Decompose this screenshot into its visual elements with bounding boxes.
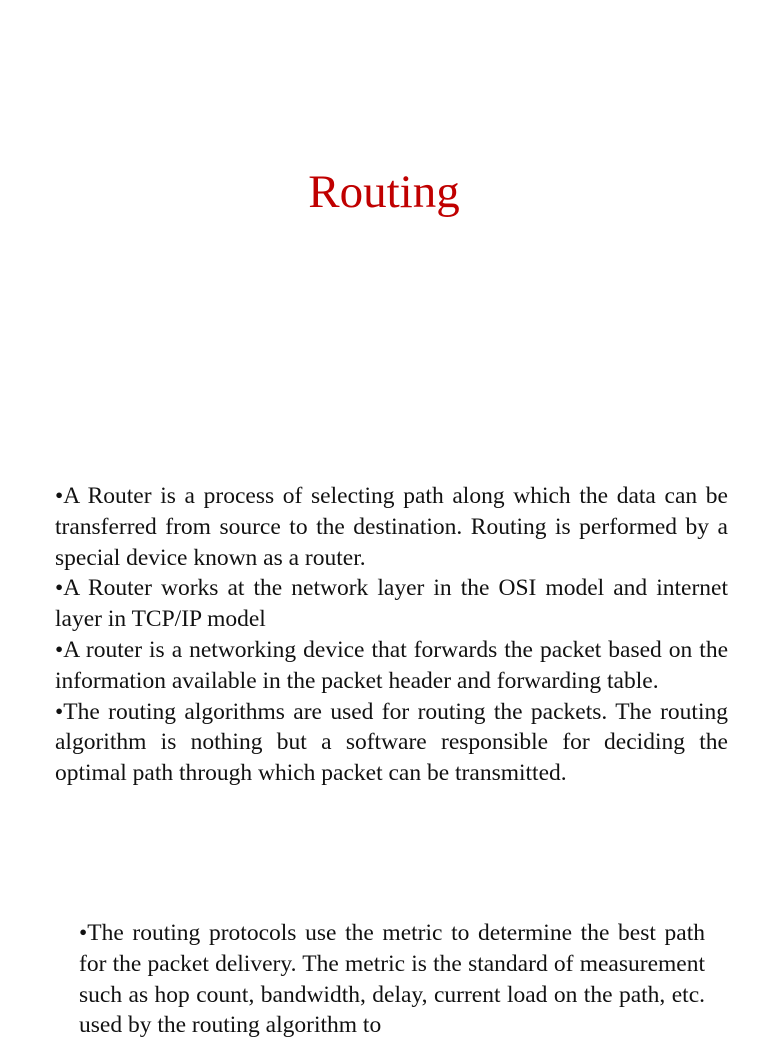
second-slide-text xyxy=(79,918,705,1041)
bullet-item-routing-protocols: •The routing protocols use the metric to determine the best path for the packet delivery. The metric is the standard of measurement such as hop count, bandwidth, delay, current load on the path, etc. used by the routing algorithm to xyxy=(79,920,705,1039)
bullet-item-router-layer: •A Router works at the network layer in the OSI model and internet layer in TCP/IP model xyxy=(55,575,728,633)
page-title: Routing xyxy=(308,166,460,218)
bullet-item-routing-algorithms: •The routing algorithms are used for routing the packets. The routing algorithm is nothing but a software responsible for deciding the optimal path through which packet can be transmitted. xyxy=(55,698,728,787)
bullet-item-router-device: •A router is a networking device that forwards the packet based on the information available in the packet header and forwarding table. xyxy=(55,636,728,694)
bullet-list xyxy=(55,481,728,789)
bullet-item-router-process: •A Router is a process of selecting path along which the data can be transferred from source to the destination. Routing is performed by a special device known as a router. xyxy=(55,483,728,571)
